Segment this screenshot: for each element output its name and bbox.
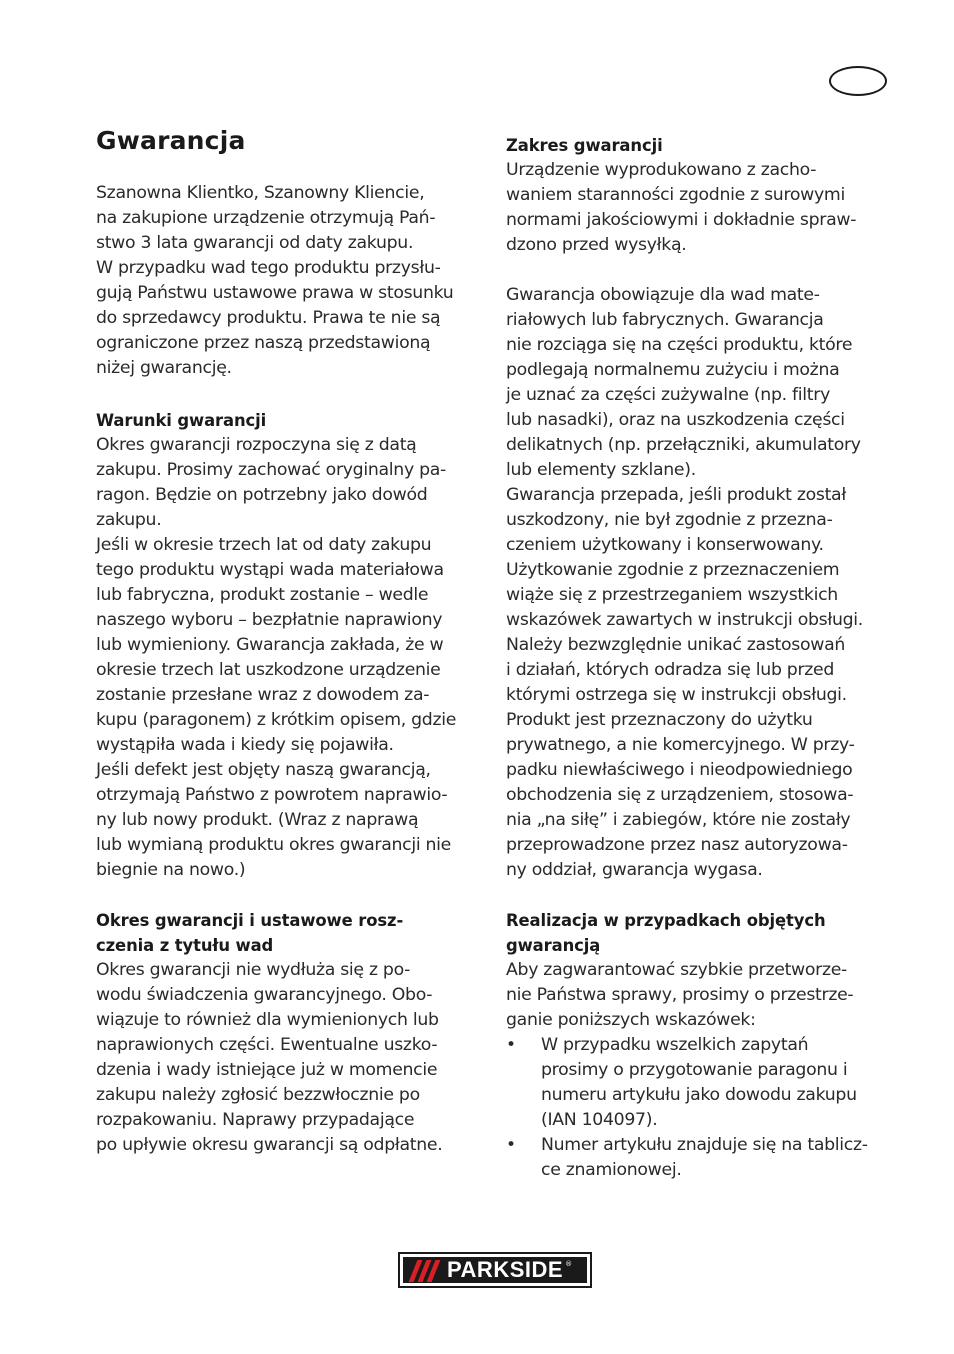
warranty-claims-section — [506, 908, 890, 1183]
warranty-scope-section — [506, 133, 890, 258]
warranty-period-section — [96, 908, 480, 1158]
text-line: nia „na siłę” i zabiegów, które nie zostały — [506, 810, 851, 830]
page-title: Gwarancja — [96, 126, 246, 155]
text-line: zakupu należy zgłosić bezzwłocznie po — [96, 1085, 420, 1105]
text-line: naprawionych części. Ewentualne uszko- — [96, 1035, 438, 1055]
text-line: obchodzenia się z urządzeniem, stosowa- — [506, 785, 854, 805]
text-line: ganie poniższych wskazówek: — [506, 1010, 756, 1030]
text-line: Jeśli defekt jest objęty naszą gwarancją, — [96, 760, 431, 780]
text-line: lub fabryczna, produkt zostanie – wedle — [96, 585, 429, 605]
text-line: Jeśli w okresie trzech lat od daty zakupu — [96, 535, 432, 555]
text-line: wodu świadczenia gwarancyjnego. Obo- — [96, 985, 433, 1005]
text-line: riałowych lub fabrycznych. Gwarancja — [506, 310, 824, 330]
text-line: Gwarancja obowiązuje dla wad mate- — [506, 285, 820, 305]
text-line: Gwarancja przepada, jeśli produkt został — [506, 485, 846, 505]
section-heading — [506, 908, 890, 958]
text-line: zakupu. Prosimy zachować oryginalny pa- — [96, 460, 446, 480]
section-heading: Warunki gwarancji — [96, 411, 267, 430]
text-line: uszkodzony, nie był zgodnie z przezna- — [506, 510, 833, 530]
heading-line: gwarancją — [506, 936, 601, 955]
text-line: delikatnych (np. przełączniki, akumulatory — [506, 435, 861, 455]
warranty-period-paragraph — [96, 958, 480, 1158]
text-line: Aby zagwarantować szybkie przetworze- — [506, 960, 847, 980]
text-line: którymi ostrzega się w instrukcji obsługi. — [506, 685, 847, 705]
text-line: prywatnego, a nie komercyjnego. W przy- — [506, 735, 855, 755]
text-line: podlegają normalnemu zużyciu i można — [506, 360, 840, 380]
text-line: przeprowadzone przez nasz autoryzowa- — [506, 835, 848, 855]
text-line: lub nasadki), oraz na uszkodzenia części — [506, 410, 845, 430]
text-line: Okres gwarancji rozpoczyna się z datą — [96, 435, 417, 455]
text-line: padku niewłaściwego i nieodpowiedniego — [506, 760, 853, 780]
text-line: biegnie na nowo.) — [96, 860, 246, 880]
text-line: (IAN 104097). — [541, 1110, 658, 1130]
text-line: lub elementy szklane). — [506, 460, 696, 480]
list-item — [506, 1133, 890, 1183]
text-line: je uznać za części zużywalne (np. filtry — [506, 385, 831, 405]
text-line: wiązuje to również dla wymienionych lub — [96, 1010, 439, 1030]
text-line: Użytkowanie zgodnie z przeznaczeniem — [506, 560, 840, 580]
text-line: Numer artykułu znajduje się na tablicz- — [541, 1135, 868, 1155]
text-line: ograniczone przez naszą przedstawioną — [96, 333, 431, 353]
text-line: wskazówek zawartych w instrukcji obsługi. — [506, 610, 863, 630]
text-line: wiąże się z przestrzeganiem wszystkich — [506, 585, 838, 605]
logo-wordmark: PARKSIDE — [447, 1257, 564, 1282]
bullet-icon: • — [506, 1035, 517, 1055]
text-line: zakupu. — [96, 510, 162, 530]
text-line: czeniem użytkowany i konserwowany. — [506, 535, 824, 555]
warranty-conditions-paragraph — [96, 433, 480, 883]
text-line: dzono przed wysyłką. — [506, 235, 687, 255]
text-line: prosimy o przygotowanie paragonu i — [541, 1060, 848, 1080]
text-line: W przypadku wszelkich zapytań — [541, 1035, 809, 1055]
text-line: po upływie okresu gwarancji są odpłatne. — [96, 1135, 443, 1155]
text-line: Okres gwarancji nie wydłuża się z po- — [96, 960, 411, 980]
text-line: ny lub nowy produkt. (Wraz z naprawą — [96, 810, 419, 830]
list-item — [506, 1033, 890, 1133]
text-line: Szanowna Klientko, Szanowny Kliencie, — [96, 183, 425, 203]
text-line: rozpakowaniu. Naprawy przypadające — [96, 1110, 415, 1130]
text-line: numeru artykułu jako dowodu zakupu — [541, 1085, 857, 1105]
logo-stripes-icon — [403, 1257, 445, 1283]
parkside-logo — [398, 1252, 592, 1288]
claims-bullet-list — [506, 1033, 890, 1183]
text-line: waniem staranności zgodnie z surowymi — [506, 185, 845, 205]
text-line: niżej gwarancję. — [96, 358, 232, 378]
registered-mark: ® — [565, 1260, 573, 1268]
heading-line: Realizacja w przypadkach objętych — [506, 911, 826, 930]
text-line: tego produktu wystąpi wada materiałowa — [96, 560, 444, 580]
heading-line: czenia z tytułu wad — [96, 936, 274, 955]
text-line: wystąpiła wada i kiedy się pojawiła. — [96, 735, 394, 755]
text-line: ny oddział, gwarancja wygasa. — [506, 860, 763, 880]
warranty-coverage-paragraph — [506, 283, 890, 883]
text-line: otrzymają Państwo z powrotem naprawio- — [96, 785, 448, 805]
text-line: do sprzedawcy produktu. Prawa te nie są — [96, 308, 441, 328]
section-heading: Zakres gwarancji — [506, 136, 663, 155]
text-line: dzenia i wady istniejące już w momencie — [96, 1060, 438, 1080]
text-line: na zakupione urządzenie otrzymują Pań- — [96, 208, 436, 228]
text-line: nie rozciąga się na części produktu, które — [506, 335, 853, 355]
text-line: kupu (paragonem) z krótkim opisem, gdzie — [96, 710, 457, 730]
text-line: okresie trzech lat uszkodzone urządzenie — [96, 660, 441, 680]
text-line: naszego wyboru – bezpłatnie naprawiony — [96, 610, 443, 630]
warranty-scope-paragraph — [506, 158, 890, 258]
intro-paragraph — [96, 181, 480, 381]
heading-line: Okres gwarancji i ustawowe rosz- — [96, 911, 404, 930]
section-heading — [96, 908, 480, 958]
language-tab-oval — [829, 66, 887, 96]
text-line: i działań, których odradza się lub przed — [506, 660, 835, 680]
bullet-icon: • — [506, 1135, 517, 1155]
warranty-conditions-section — [96, 408, 480, 883]
text-line: Urządzenie wyprodukowano z zacho- — [506, 160, 817, 180]
logo-background — [403, 1257, 587, 1283]
text-line: nie Państwa sprawy, prosimy o przestrze- — [506, 985, 854, 1005]
text-line: lub wymieniony. Gwarancja zakłada, że w — [96, 635, 444, 655]
text-line: normami jakościowymi i dokładnie spraw- — [506, 210, 857, 230]
text-line: lub wymianą produktu okres gwarancji nie — [96, 835, 452, 855]
text-line: ragon. Będzie on potrzebny jako dowód — [96, 485, 428, 505]
text-line: stwo 3 lata gwarancji od daty zakupu. — [96, 233, 414, 253]
text-line: Produkt jest przeznaczony do użytku — [506, 710, 813, 730]
text-line: Należy bezwzględnie unikać zastosowań — [506, 635, 846, 655]
text-line: W przypadku wad tego produktu przysłu- — [96, 258, 441, 278]
warranty-claims-paragraph — [506, 958, 890, 1033]
text-line: gują Państwu ustawowe prawa w stosunku — [96, 283, 454, 303]
text-line: zostanie przesłane wraz z dowodem za- — [96, 685, 430, 705]
text-line: ce znamionowej. — [541, 1160, 682, 1180]
